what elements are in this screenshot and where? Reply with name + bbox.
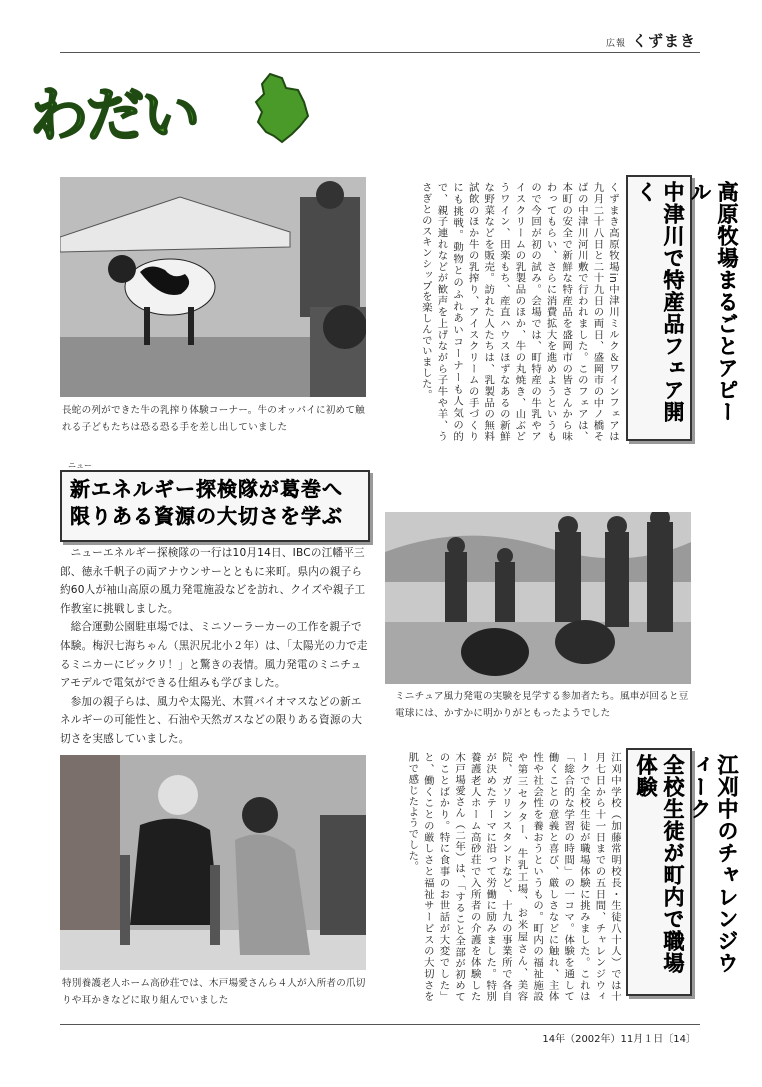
article3-headline-line2: 全校生徒が町内で職場体験 (634, 754, 685, 974)
article2-headline-line2: 限りある資源の大切さを学ぶ (70, 504, 343, 528)
article2-caption: ミニチュア風力発電の実験を見学する参加者たち。風車が回ると豆電球には、かすかに明かりがともったようでした (395, 691, 689, 719)
article2-paragraph: ニューエネルギー探検隊の一行は10月14日、IBCの江幡平三郎、徳永千帆子の両アナウンサーとともに来町。県内の親子ら約60人が袖山高原の風力発電施設などを訪れ、クイズや親子工作教室に挑戦しました。 (60, 547, 366, 615)
article3-headline-box (626, 748, 739, 996)
masthead-rule (60, 52, 700, 53)
article3-body: 江刈中学校（加藤常明校長・生徒八十人）では十月七日から十一日までの五日間、チャレンジウィークで全校生徒が職場体験に挑みました。これは「総合的な学習の時間」の一コマ。体験を通して働くことの意義と喜び、厳しさなどに触れ、主体性や社会性を養おうというもの。町内の福祉施設や第三セクター、牛乳工場、お米屋さん、美容院、ガソリンスタンドなど、十九の事業所で各自が決めたテーマに沿って労働に励みました。特別養護老人ホーム高砂荘で入所者の介護を体験した木戸場愛さん（二年）は、「すること全部が初めてのことばかり。特に食事のお世話が大変でした」と、働くことの厳しさと福祉サービスの大切さを肌で感じたようでした。 (406, 752, 621, 1002)
masthead (606, 30, 696, 51)
issue-date: 14年（2002年）11月１日 (542, 1034, 664, 1045)
masthead-label: 広報 (605, 39, 626, 49)
article2-paragraph: 参加の親子らは、風力や太陽光、木質バイオマスなどの新エネルギーの可能性と、石油や天然ガスなどの限りある資源の大切さを実感していました。 (60, 695, 363, 745)
article2-ruby: ニュー (68, 461, 92, 470)
section-logo: わだい (30, 81, 199, 149)
article2-headline-box (60, 461, 370, 542)
article1-caption: 長蛇の列ができた牛の乳搾り体験コーナー。牛のオッパイに初めて触れる子どもたちは恐る恐る手を差し出していました (62, 405, 365, 433)
article3-headline-line1: 江刈中のチャレンジウィーク (688, 754, 739, 974)
town-map-icon (252, 72, 310, 144)
wind-power-photo (385, 512, 691, 684)
milking-photo (60, 177, 366, 397)
footer-rule (60, 1024, 700, 1025)
article1-body: くずまき高原牧場in中津川ミルク＆ワインフェアは九月二十八日と二十九日の両日、盛岡市の中ノ橋そばの中津川河川敷で行われました。このフェアは、本町の安全で新鮮な特産品を盛岡市の皆さんから味わってもらい、さらに消費拡大を進めようというもので今回が初の試み。会場では、町特産の牛乳やアイスクリームの乳製品のほか、牛の丸焼き、山ぶどうワイン、田楽もち、産直ハウスほずなあるの新鮮な野菜などを販売。訪れた人たちは、乳製品の無料試飲のほか牛の乳搾り、アイスクリームの手づくりにも挑戦。動物とのふれあいコーナーも人気の的で、親子連れなどが歓声を上げながら子牛や羊、うさぎとのスキンシップを楽しんでいました。 (419, 182, 619, 442)
article2-headline-line1: 新エネルギー探検隊が葛巻へ (70, 477, 343, 501)
article2-body (60, 544, 372, 749)
article1-headline-line1: 高原牧場まるごとアピール (688, 181, 739, 423)
article1-headline-box (626, 175, 739, 441)
page-number: 〔14〕 (663, 1034, 696, 1045)
masthead-title: くずまき (631, 32, 696, 50)
article3-caption: 特別養護老人ホーム高砂荘では、木戸場愛さんら４人が入所者の爪切りや耳かきなどに取り組んでいました (62, 978, 366, 1006)
article1-headline-line2: 中津川で特産品フェア開く (634, 181, 685, 423)
page-footer (542, 1030, 696, 1045)
care-home-photo (60, 755, 366, 970)
article2-paragraph: 総合運動公園駐車場では、ミニソーラーカーの工作を親子で体験。梅沢七海ちゃん（黒沢尻北小２年）は、「太陽光の力で走るミニカーにビックリ！」と驚きの表情。風力発電のミニチュアモデルで電気ができる仕組みも学びました。 (60, 621, 368, 690)
